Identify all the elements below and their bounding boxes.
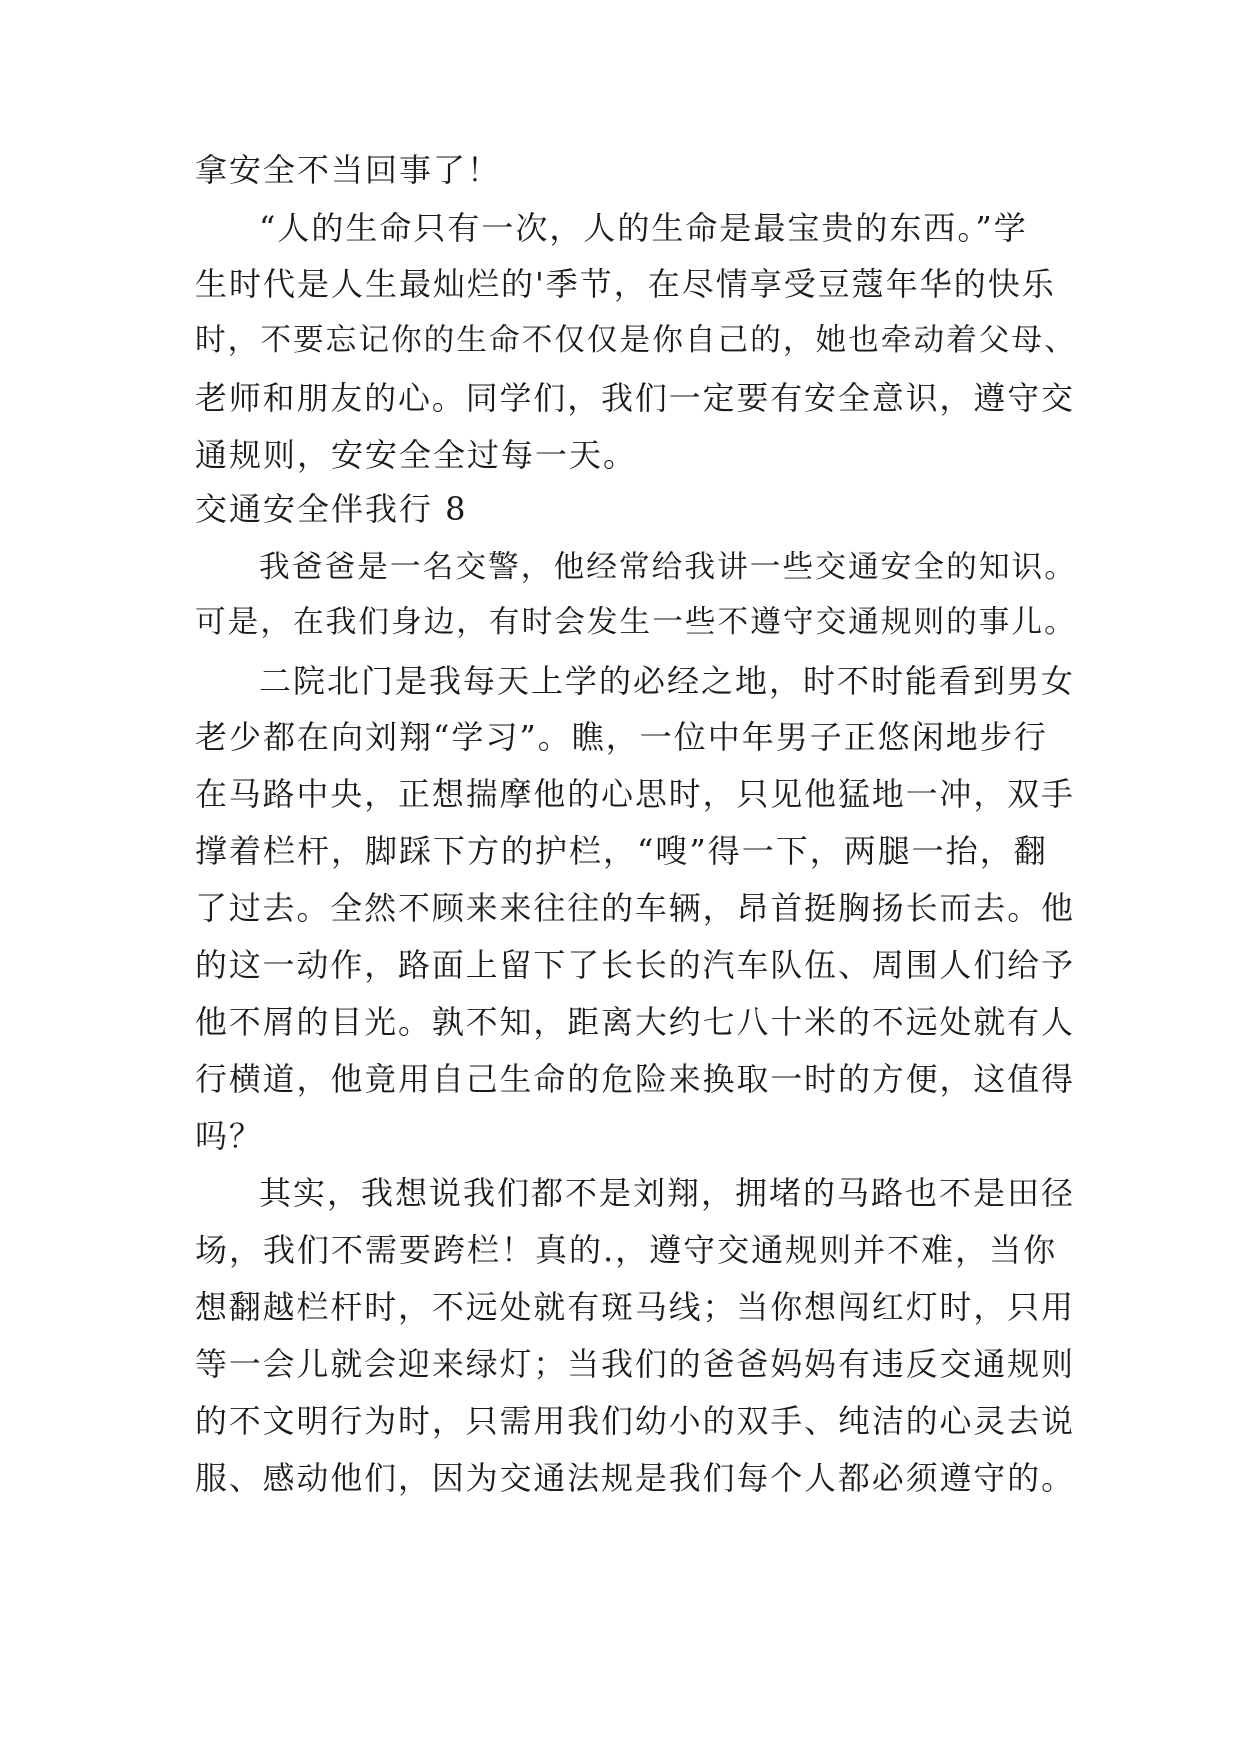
text-line: 二院北门是我每天上学的必经之地，时不时能看到男女 xyxy=(259,662,1076,700)
text-line: 生时代是人生最灿烂的'季节，在尽情享受豆蔻年华的快乐 xyxy=(195,265,1056,303)
text-line: 吗？ xyxy=(195,1117,264,1155)
text-line: 我爸爸是一名交警，他经常给我讲一些交通安全的知识。 xyxy=(259,549,1077,585)
text-line: 老师和朋友的心。同学们，我们一定要有安全意识，遵守交 xyxy=(195,379,1075,417)
text-line: 在马路中央，正想揣摩他的心思时，只见他猛地一冲，双手 xyxy=(195,775,1075,813)
text-line: 时，不要忘记你的生命不仅仅是你自己的，她也牵动着父母、 xyxy=(195,323,1077,358)
text-line: 服、感动他们，因为交通法规是我们每个人都必须遵守的。 xyxy=(195,1459,1075,1497)
text-line: 拿安全不当回事了！ xyxy=(195,151,502,189)
text-line: 其实，我想说我们都不是刘翔，拥堵的马路也不是田径 xyxy=(259,1174,1076,1212)
text-line: 场，我们不需要跨栏！真的.，遵守交通规则并不难，当你 xyxy=(195,1231,1058,1269)
text-line: “人的生命只有一次，人的生命是最宝贵的东西。”学 xyxy=(259,209,1028,247)
text-line: 的这一动作，路面上留下了长长的汽车队伍、周围人们给予 xyxy=(195,946,1075,984)
text-line: 行横道，他竟用自己生命的危险来换取一时的方便，这值得 xyxy=(195,1060,1075,1098)
text-line: 通规则，安安全全过每一天。 xyxy=(195,436,638,474)
text-line: 等一会儿就会迎来绿灯；当我们的爸爸妈妈有违反交通规则 xyxy=(195,1345,1075,1383)
text-line: 了过去。全然不顾来来往往的车辆，昂首挺胸扬长而去。他 xyxy=(195,889,1075,927)
text-line: 撑着栏杆，脚踩下方的护栏，“嗖”得一下，两腿一抬，翻 xyxy=(195,832,1048,870)
text-line: 老少都在向刘翔“学习”。瞧，一位中年男子正悠闲地步行 xyxy=(195,718,1048,756)
section-heading: 交通安全伴我行 8 xyxy=(195,490,468,528)
text-line: 的不文明行为时，只需用我们幼小的双手、纯洁的心灵去说 xyxy=(195,1402,1075,1440)
text-line: 想翻越栏杆时，不远处就有斑马线；当你想闯红灯时，只用 xyxy=(195,1288,1075,1326)
text-line: 他不屑的目光。孰不知，距离大约七八十米的不远处就有人 xyxy=(195,1003,1075,1041)
text-line: 可是，在我们身边，有时会发生一些不遵守交通规则的事儿。 xyxy=(195,605,1077,640)
